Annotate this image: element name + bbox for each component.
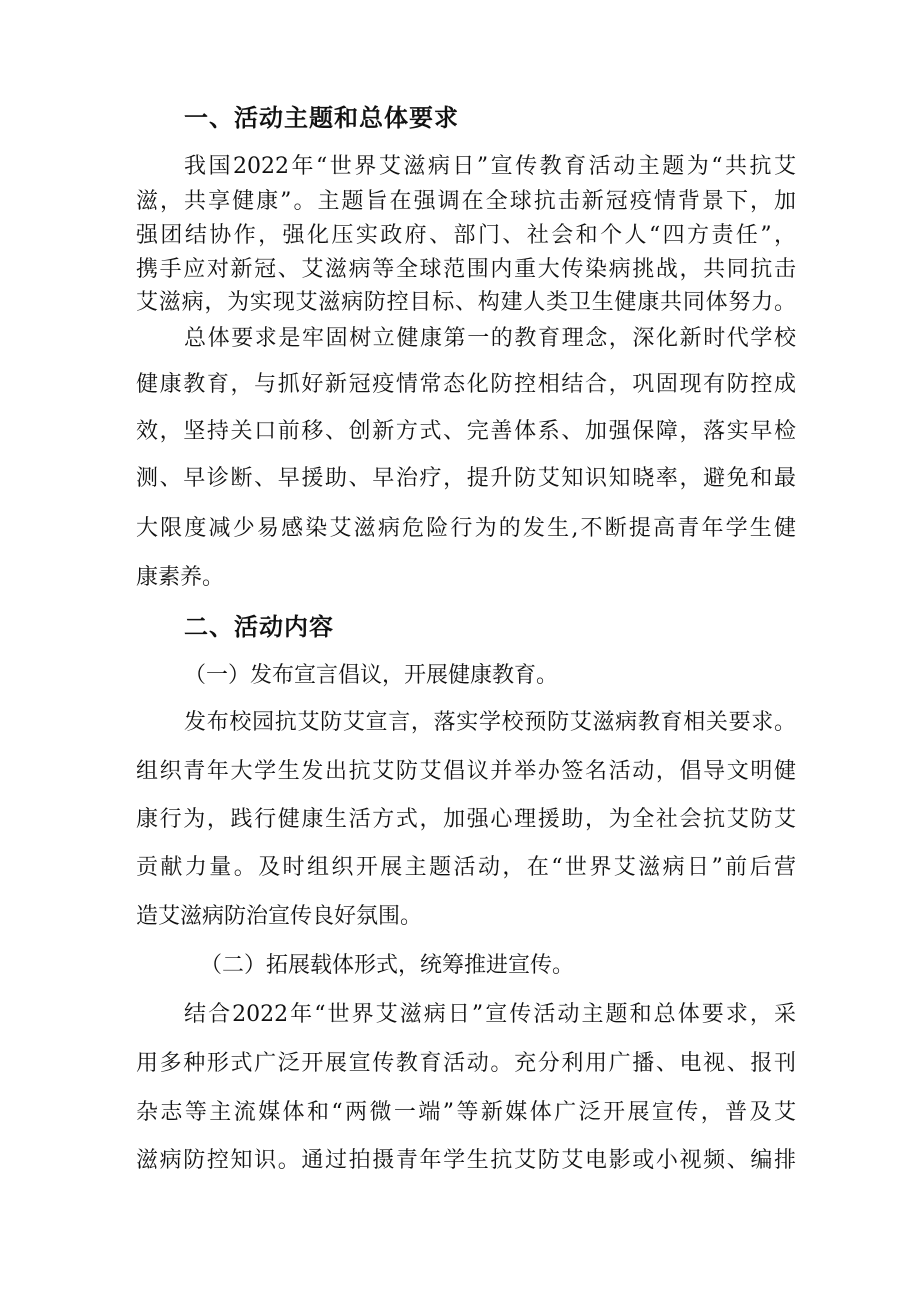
paragraph-line: 用多种形式广泛开展宣传教育活动。充分利用广播、电视、报刊 — [136, 1051, 796, 1076]
paragraph-line: 大限度减少易感染艾滋病危险行为的发生,不断提高青年学生健 — [136, 516, 796, 541]
subsection-2-heading: （二）拓展载体形式，统筹推进宣传。 — [200, 953, 575, 978]
paragraph-line: 总体要求是牢固树立健康第一的教育理念，深化新时代学校 — [184, 326, 796, 351]
paragraph-line: 携手应对新冠、艾滋病等全球范围内重大传染病挑战，共同抗击 — [136, 257, 796, 282]
paragraph-line: 发布校园抗艾防艾宣言，落实学校预防艾滋病教育相关要求。 — [184, 710, 796, 735]
subsection-1-heading: （一）发布宣言倡议，开展健康教育。 — [184, 663, 559, 688]
section-2-heading: 二、活动内容 — [184, 613, 334, 641]
paragraph-line: 效，坚持关口前移、创新方式、完善体系、加强保障，落实早检 — [136, 419, 796, 444]
paragraph-line: 滋，共享健康”。主题旨在强调在全球抗击新冠疫情背景下，加 — [136, 189, 796, 214]
paragraph-line: 健康教育，与抓好新冠疫情常态化防控相结合，巩固现有防控成 — [136, 372, 796, 397]
paragraph-line: 组织青年大学生发出抗艾防艾倡议并举办签名活动，倡导文明健 — [136, 759, 796, 784]
paragraph-line: 艾滋病，为实现艾滋病防控目标、构建人类卫生健康共同体努力。 — [136, 290, 796, 315]
paragraph-line: 测、早诊断、早援助、早治疗，提升防艾知识知晓率，避免和最 — [136, 466, 796, 491]
paragraph-line: 造艾滋病防治宣传良好氛围。 — [136, 904, 423, 929]
paragraph-line: 康行为，践行健康生活方式，加强心理援助，为全社会抗艾防艾 — [136, 807, 796, 832]
paragraph-line: 我国2022年“世界艾滋病日”宣传教育活动主题为“共抗艾 — [184, 154, 796, 179]
paragraph-line: 滋病防控知识。通过拍摄青年学生抗艾防艾电影或小视频、编排 — [136, 1148, 796, 1173]
section-1-heading: 一、活动主题和总体要求 — [184, 104, 459, 132]
paragraph-line: 康素养。 — [136, 565, 225, 590]
paragraph-line: 强团结协作，强化压实政府、部门、社会和个人“四方责任”， — [136, 223, 796, 248]
paragraph-line: 结合2022年“世界艾滋病日”宣传活动主题和总体要求，采 — [184, 1002, 796, 1027]
paragraph-line: 贡献力量。及时组织开展主题活动，在“世界艾滋病日”前后营 — [136, 855, 796, 880]
paragraph-line: 杂志等主流媒体和“两微一端”等新媒体广泛开展宣传，普及艾 — [136, 1100, 796, 1125]
